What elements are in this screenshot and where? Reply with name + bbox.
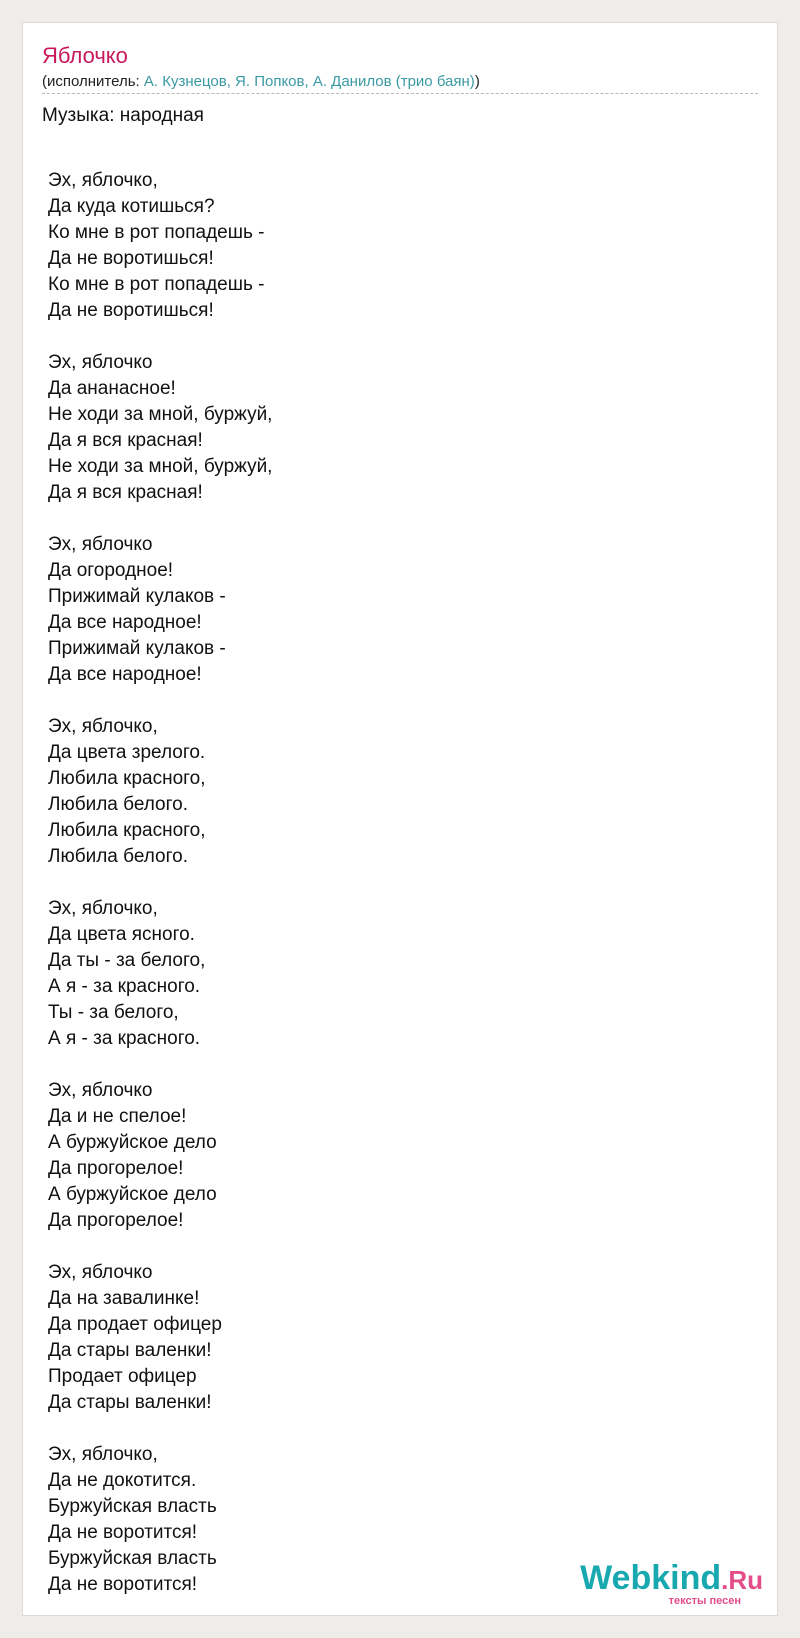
lyric-line: Эх, яблочко: [48, 352, 153, 373]
performer-link[interactable]: А. Кузнецов, Я. Попков, А. Данилов (трио баян): [143, 73, 475, 90]
lyric-line: Да куда котишься?: [48, 196, 215, 217]
performer-line: [42, 73, 480, 91]
lyric-line: Да прогорелое!: [48, 1210, 184, 1231]
lyric-line: Любила красного,: [48, 768, 206, 789]
lyric-line: Да и не спелое!: [48, 1106, 187, 1127]
lyric-line: Эх, яблочко,: [48, 716, 158, 737]
stanza: [48, 1260, 272, 1416]
lyric-line: Прижимай кулаков -: [48, 586, 226, 607]
lyric-line: Эх, яблочко: [48, 1080, 153, 1101]
lyrics-text: [48, 168, 272, 1624]
lyric-line: Да цвета зрелого.: [48, 742, 206, 763]
lyric-line: Ко мне в рот попадешь -: [48, 222, 265, 243]
stanza: [48, 714, 272, 870]
lyric-line: Да не воротится!: [48, 1574, 198, 1595]
lyric-line: А буржуйское дело: [48, 1132, 217, 1153]
stanza: [48, 532, 272, 688]
stanza: [48, 168, 272, 324]
lyric-line: А буржуйское дело: [48, 1184, 217, 1205]
lyric-line: Да все народное!: [48, 664, 202, 685]
logo-name: Webkind: [580, 1559, 722, 1597]
lyric-line: Да все народное!: [48, 612, 202, 633]
lyric-line: Любила белого.: [48, 794, 188, 815]
lyric-line: Да ананасное!: [48, 378, 176, 399]
lyric-line: Эх, яблочко,: [48, 898, 158, 919]
lyric-line: Эх, яблочко: [48, 1262, 153, 1283]
lyrics-card: [22, 22, 778, 1616]
lyric-line: Буржуйская власть: [48, 1496, 217, 1517]
site-logo[interactable]: [571, 1559, 771, 1609]
lyric-line: Да прогорелое!: [48, 1158, 184, 1179]
lyric-line: Да стары валенки!: [48, 1340, 212, 1361]
lyric-line: Да цвета ясного.: [48, 924, 195, 945]
lyric-line: Да не воротишься!: [48, 300, 214, 321]
lyric-line: Любила красного,: [48, 820, 206, 841]
lyric-line: Ты - за белого,: [48, 1002, 179, 1023]
lyric-line: Ко мне в рот попадешь -: [48, 274, 265, 295]
divider: [42, 93, 758, 94]
lyric-line: А я - за красного.: [48, 976, 201, 997]
lyric-line: Не ходи за мной, буржуй,: [48, 404, 273, 425]
lyric-line: Продает офицер: [48, 1366, 197, 1387]
music-credit: Музыка: народная: [42, 105, 204, 126]
lyric-line: Эх, яблочко,: [48, 170, 158, 191]
song-title: Яблочко: [42, 43, 128, 68]
lyric-line: Не ходи за мной, буржуй,: [48, 456, 273, 477]
lyric-line: Да я вся красная!: [48, 482, 203, 503]
lyric-line: Любила белого.: [48, 846, 188, 867]
lyric-line: Эх, яблочко,: [48, 1444, 158, 1465]
lyric-line: Да я вся красная!: [48, 430, 203, 451]
lyric-line: Да не воротишься!: [48, 248, 214, 269]
stanza: [48, 350, 272, 506]
lyric-line: Да ты - за белого,: [48, 950, 206, 971]
lyric-line: Да стары валенки!: [48, 1392, 212, 1413]
lyric-line: А я - за красного.: [48, 1028, 201, 1049]
lyric-line: Да не докотится.: [48, 1470, 197, 1491]
stanza: [48, 896, 272, 1052]
logo-tld: .Ru: [721, 1565, 763, 1595]
lyric-line: Эх, яблочко: [48, 534, 153, 555]
performer-suffix: ): [474, 73, 480, 90]
stanza: [48, 1078, 272, 1234]
lyric-line: Да не воротится!: [48, 1522, 198, 1543]
lyric-line: Да продает офицер: [48, 1314, 222, 1335]
logo-wordmark: [580, 1559, 763, 1599]
stanza: [48, 1442, 272, 1598]
lyric-line: Буржуйская власть: [48, 1548, 217, 1569]
lyric-line: Да огородное!: [48, 560, 174, 581]
performer-prefix: (исполнитель:: [42, 73, 144, 90]
logo-tagline: тексты песен: [668, 1595, 741, 1607]
lyric-line: Прижимай кулаков -: [48, 638, 226, 659]
lyric-line: Да на завалинке!: [48, 1288, 200, 1309]
